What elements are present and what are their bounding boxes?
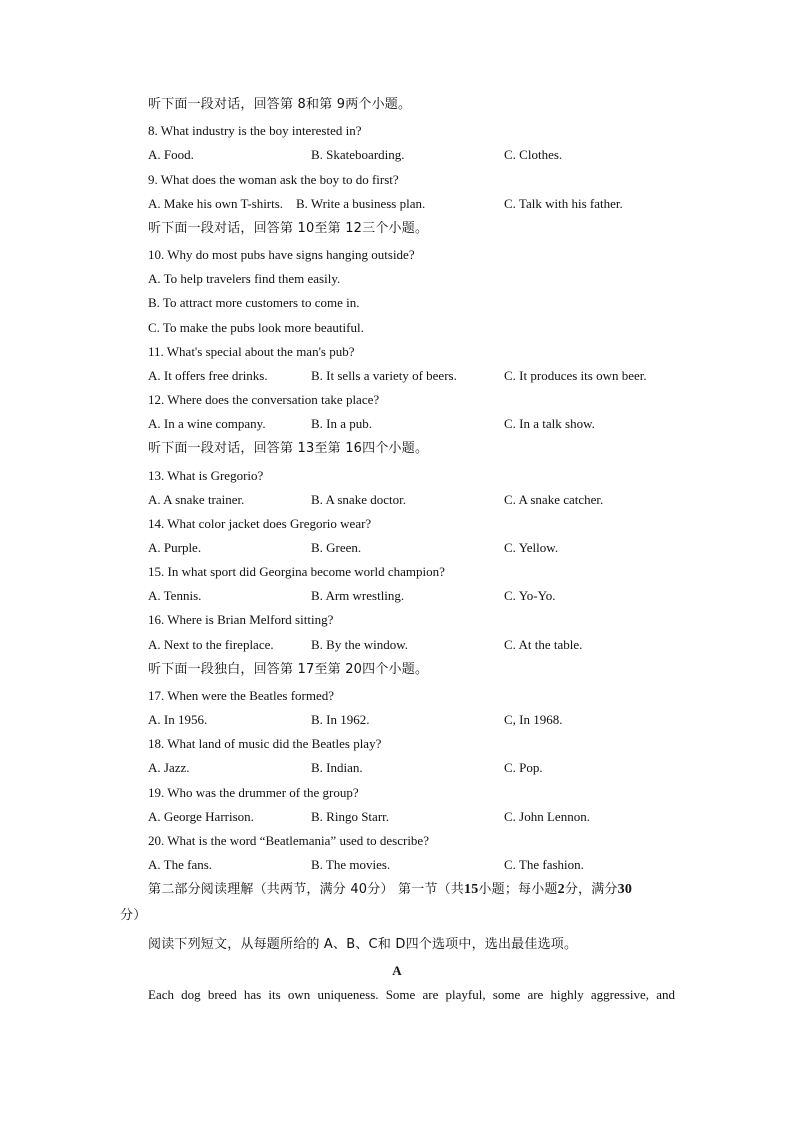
question-20: 20. What is the word “Beatlemania” used to describe? bbox=[148, 833, 429, 848]
question-19-options bbox=[148, 809, 688, 825]
option-c: C. At the table. bbox=[504, 637, 583, 652]
option-c: C. In a talk show. bbox=[504, 416, 595, 431]
question-16-options bbox=[148, 637, 688, 653]
question-15-options bbox=[148, 588, 688, 604]
option-c: C. Clothes. bbox=[504, 147, 563, 162]
question-10-option-a: A. To help travelers find them easily. bbox=[148, 271, 341, 286]
question-9-options bbox=[148, 196, 688, 212]
option-a: A. Jazz. bbox=[148, 760, 190, 775]
question-16: 16. Where is Brian Melford sitting? bbox=[148, 612, 334, 627]
question-11: 11. What's special about the man's pub? bbox=[148, 344, 355, 359]
question-12-options bbox=[148, 416, 688, 432]
option-c: C. The fashion. bbox=[504, 857, 584, 872]
listening-heading-3: 听下面一段对话，回答第 13至第 16四个小题。 bbox=[148, 441, 429, 456]
question-17: 17. When were the Beatles formed? bbox=[148, 688, 335, 703]
part-two-heading-end: 分） bbox=[120, 908, 147, 923]
option-a: A. Next to the fireplace. bbox=[148, 637, 274, 652]
option-a: A. In a wine company. bbox=[148, 416, 266, 431]
option-b: B. Skateboarding. bbox=[311, 147, 405, 162]
question-10-option-b: B. To attract more customers to come in. bbox=[148, 295, 360, 310]
option-a: A. It offers free drinks. bbox=[148, 368, 268, 383]
option-a: A. Purple. bbox=[148, 540, 202, 555]
question-10-option-c: C. To make the pubs look more beautiful. bbox=[148, 320, 364, 335]
option-a: A. In 1956. bbox=[148, 712, 208, 727]
question-20-options bbox=[148, 857, 688, 873]
option-b: B. In a pub. bbox=[311, 416, 373, 431]
question-11-options bbox=[148, 368, 688, 384]
question-13-options bbox=[148, 492, 688, 508]
passage-text: Each dog breed has its own uniqueness. Some are playful, some are highly aggressive, and bbox=[148, 987, 675, 1002]
listening-heading-4: 听下面一段独白，回答第 17至第 20四个小题。 bbox=[148, 662, 429, 677]
option-a: A. Food. bbox=[148, 147, 194, 162]
question-12: 12. Where does the conversation take place? bbox=[148, 392, 380, 407]
option-b: B. In 1962. bbox=[311, 712, 370, 727]
question-17-options bbox=[148, 712, 688, 728]
option-b: B. Green. bbox=[311, 540, 362, 555]
question-19: 19. Who was the drummer of the group? bbox=[148, 785, 359, 800]
question-14: 14. What color jacket does Gregorio wear? bbox=[148, 516, 372, 531]
option-c: C. Pop. bbox=[504, 760, 543, 775]
question-15: 15. In what sport did Georgina become world champion? bbox=[148, 564, 445, 579]
option-c: C. It produces its own beer. bbox=[504, 368, 647, 383]
option-b: B. Indian. bbox=[311, 760, 363, 775]
option-c: C, In 1968. bbox=[504, 712, 563, 727]
question-8-options bbox=[148, 147, 688, 163]
option-c: C. A snake catcher. bbox=[504, 492, 604, 507]
option-c: C. Yo-Yo. bbox=[504, 588, 556, 603]
option-c: C. Talk with his father. bbox=[504, 196, 623, 211]
question-10: 10. Why do most pubs have signs hanging outside? bbox=[148, 247, 415, 262]
option-a: A. The fans. bbox=[148, 857, 213, 872]
section-title: A bbox=[392, 963, 402, 978]
part-two-heading: 第二部分阅读理解（共两节，满分 40分） 第一节（共15小题；每小题2分，满分30 bbox=[148, 882, 633, 897]
option-c: C. Yellow. bbox=[504, 540, 559, 555]
option-b: B. Arm wrestling. bbox=[311, 588, 405, 603]
question-9: 9. What does the woman ask the boy to do first? bbox=[148, 172, 399, 187]
question-18-options bbox=[148, 760, 688, 776]
question-14-options bbox=[148, 540, 688, 556]
question-18: 18. What land of music did the Beatles play? bbox=[148, 736, 382, 751]
option-c: C. John Lennon. bbox=[504, 809, 590, 824]
reading-instructions: 阅读下列短文，从每题所给的 A、B、C和 D四个选项中，选出最佳选项。 bbox=[148, 937, 578, 952]
option-a: A. George Harrison. bbox=[148, 809, 254, 824]
option-b: B. Write a business plan. bbox=[296, 196, 426, 211]
listening-heading-1: 听下面一段对话，回答第 8和第 9两个小题。 bbox=[148, 97, 412, 112]
option-b: B. A snake doctor. bbox=[311, 492, 406, 507]
question-8: 8. What industry is the boy interested in? bbox=[148, 123, 362, 138]
option-a: A. Make his own T-shirts. bbox=[148, 196, 284, 211]
option-b: B. Ringo Starr. bbox=[311, 809, 390, 824]
option-b: B. By the window. bbox=[311, 637, 409, 652]
listening-heading-2: 听下面一段对话，回答第 10至第 12三个小题。 bbox=[148, 221, 429, 236]
option-a: A. Tennis. bbox=[148, 588, 202, 603]
question-13: 13. What is Gregorio? bbox=[148, 468, 264, 483]
option-b: B. The movies. bbox=[311, 857, 391, 872]
option-a: A. A snake trainer. bbox=[148, 492, 245, 507]
option-b: B. It sells a variety of beers. bbox=[311, 368, 457, 383]
